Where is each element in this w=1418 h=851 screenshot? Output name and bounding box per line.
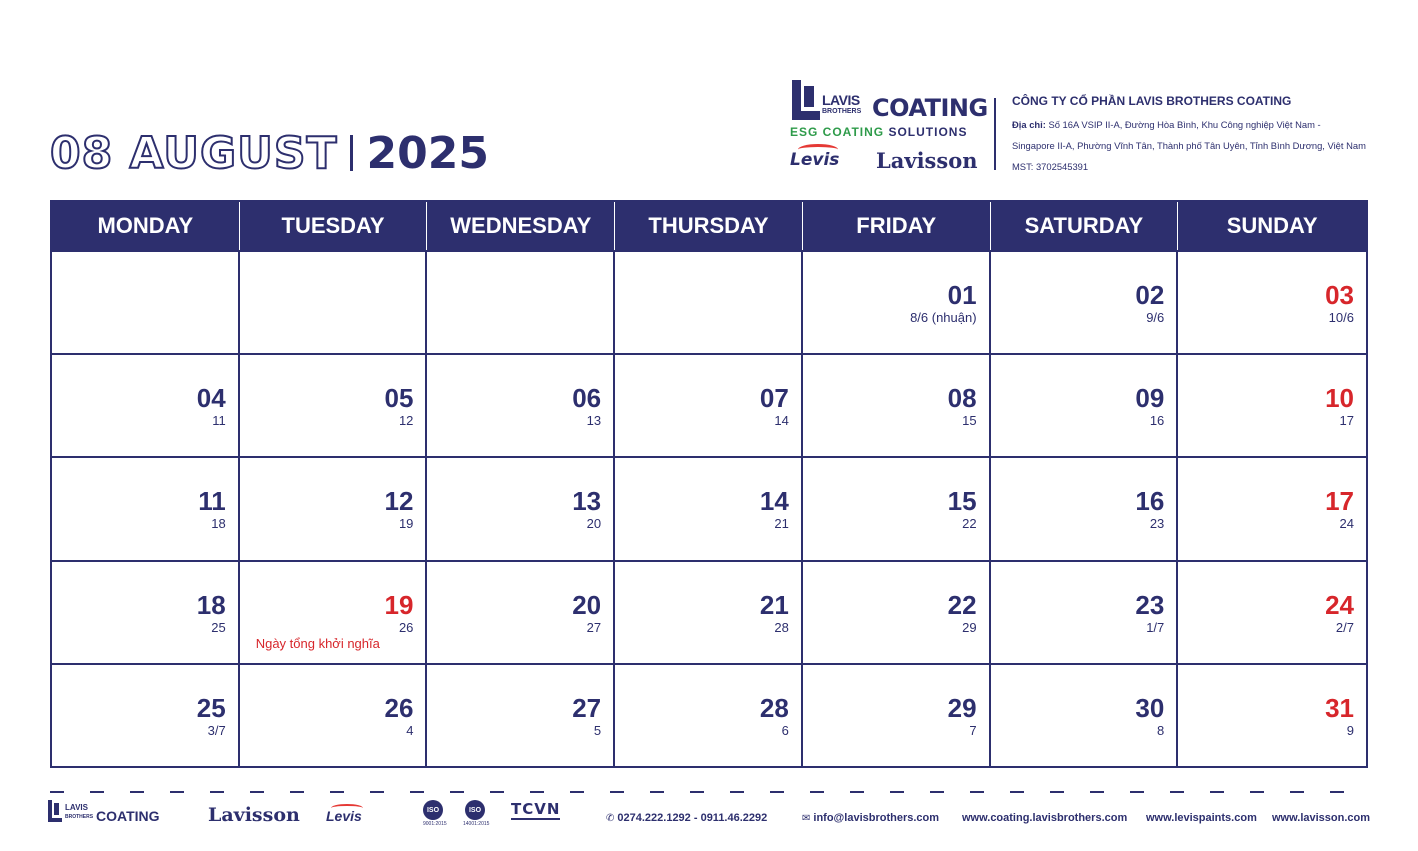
weekday-tuesday: TUESDAY [240, 202, 428, 250]
day-number: 21 [759, 589, 789, 620]
calendar-day-cell [615, 353, 803, 456]
lunar-date: 3/7 [207, 722, 226, 738]
calendar-day-cell [991, 456, 1179, 559]
address-line-2: Singapore II-A, Phường Vĩnh Tân, Thành phố Tân Uyên, Tỉnh Bình Dương, Việt Nam [1012, 140, 1366, 151]
weekday-header [52, 202, 1366, 250]
address-label: Địa chỉ: [1012, 119, 1046, 130]
lunar-date: 19 [398, 516, 414, 532]
calendar-day-cell [1178, 456, 1366, 559]
brand-logo [788, 78, 988, 178]
day-number: 27 [572, 692, 602, 723]
lunar-date: 14 [774, 413, 789, 429]
day-number: 14 [759, 486, 789, 517]
tagline-green: ESG COATING [790, 125, 885, 139]
day-number: 15 [947, 486, 977, 517]
calendar-day-cell [240, 560, 428, 663]
email-text: info@lavisbrothers.com [813, 812, 940, 824]
day-number: 23 [1135, 589, 1165, 620]
calendar-day-cell [1178, 663, 1366, 766]
weekday-saturday: SATURDAY [991, 202, 1179, 250]
lunar-date: 4 [406, 722, 414, 738]
lunar-date: 29 [962, 619, 977, 635]
calendar-day-cell [52, 353, 240, 456]
calendar-day-cell [803, 250, 991, 353]
day-number: 02 [1135, 280, 1165, 310]
footer-phone[interactable] [606, 812, 767, 824]
company-name: CÔNG TY CỔ PHẦN LAVIS BROTHERS COATING [1012, 94, 1292, 108]
lunar-date: 18 [211, 516, 226, 532]
day-number: 24 [1325, 589, 1354, 620]
calendar-day-cell [240, 456, 428, 559]
day-number: 10 [1325, 383, 1354, 414]
footer-email[interactable] [802, 812, 939, 824]
brand-coating: COATING [872, 94, 988, 122]
calendar-day-cell [52, 560, 240, 663]
lunar-date: 7 [969, 722, 977, 738]
weekday-thursday: THURSDAY [615, 202, 803, 250]
company-address-1 [1012, 114, 1372, 135]
calendar-empty-cell [240, 250, 428, 353]
day-number: 08 [947, 383, 977, 414]
calendar-empty-cell [427, 250, 615, 353]
footer-dashed-divider [50, 791, 1368, 793]
lunar-date: 25 [211, 619, 226, 635]
iso-badge-icon: ISO [423, 800, 443, 820]
lunar-date: 21 [774, 516, 789, 532]
footer-website-levis[interactable]: www.levispaints.com [1146, 812, 1257, 824]
weekday-sunday: SUNDAY [1226, 213, 1318, 238]
iso-badge-icon: ISO [465, 800, 485, 820]
footer-levis: Levis [326, 808, 362, 824]
footer-coating: COATING [96, 808, 160, 824]
calendar-day-cell [52, 456, 240, 559]
calendar-day-cell [615, 663, 803, 766]
calendar-empty-cell [615, 250, 803, 353]
day-number: 19 [384, 589, 414, 620]
lunar-date: 2/7 [1335, 619, 1354, 635]
calendar-day-cell [1178, 353, 1366, 456]
footer-brothers-text: BROTHERS [65, 814, 94, 820]
footer [48, 798, 1378, 838]
brand-lavis: LAVIS [822, 92, 860, 108]
brand-levis: Levis [790, 150, 840, 170]
day-number: 31 [1325, 692, 1354, 723]
calendar-title [50, 128, 489, 178]
day-number: 30 [1135, 692, 1165, 723]
calendar-day-cell [803, 663, 991, 766]
lunar-date: 17 [1339, 413, 1354, 429]
brand-brothers: BROTHERS [822, 108, 862, 115]
tcvn-badge: TCVN [511, 800, 561, 818]
lavis-logo-icon [48, 800, 62, 822]
day-number: 25 [196, 692, 226, 723]
tagline-navy: SOLUTIONS [888, 125, 968, 139]
day-number: 01 [947, 280, 977, 310]
header-divider [994, 98, 996, 170]
holiday-note: Ngày tổng khởi nghĩa [255, 635, 380, 651]
lunar-date: 28 [774, 619, 789, 635]
calendar-day-cell [1178, 560, 1366, 663]
day-number: 04 [196, 383, 226, 414]
title-month: 08 AUGUST [50, 127, 338, 179]
calendar-day-cell [991, 250, 1179, 353]
lunar-date: 20 [586, 516, 602, 532]
day-number: 03 [1325, 280, 1354, 310]
calendar-day-cell [240, 353, 428, 456]
title-divider [350, 135, 353, 171]
calendar-day-cell [1178, 250, 1366, 353]
lunar-date: 12 [398, 413, 414, 429]
day-number: 22 [947, 589, 977, 620]
calendar-day-cell [615, 456, 803, 559]
title-year: 2025 [366, 127, 489, 179]
day-number: 26 [384, 692, 414, 723]
day-number: 28 [759, 692, 789, 723]
footer-lavis-text: LAVIS [65, 803, 88, 812]
footer-lavis [65, 804, 93, 821]
calendar-day-cell [240, 663, 428, 766]
weekday-monday: MONDAY [52, 202, 240, 250]
day-number: 12 [384, 486, 414, 517]
lunar-date: 11 [212, 413, 226, 429]
mail-icon: ✉ [802, 813, 811, 824]
lunar-date: 15 [962, 413, 977, 429]
calendar-empty-cell [52, 250, 240, 353]
lunar-date: 5 [593, 722, 602, 738]
day-number: 13 [572, 486, 602, 517]
day-number: 17 [1325, 486, 1354, 517]
lunar-date: 8/6 (nhuận) [910, 310, 977, 325]
day-number: 20 [572, 589, 602, 620]
lunar-date: 9/6 [1146, 310, 1165, 325]
lunar-date: 9 [1346, 722, 1354, 738]
day-number: 16 [1135, 486, 1165, 517]
brand-tagline [790, 125, 967, 139]
company-tax: MST: 3702545391 [1012, 161, 1089, 172]
weekday-friday: FRIDAY [803, 202, 991, 250]
day-number: 11 [198, 486, 226, 517]
calendar-day-cell [803, 353, 991, 456]
company-info [1012, 94, 1372, 177]
lunar-date: 13 [586, 413, 602, 429]
lunar-date: 27 [586, 619, 602, 635]
lunar-date: 23 [1149, 516, 1165, 532]
calendar-day-cell [803, 456, 991, 559]
calendar-day-cell [427, 456, 615, 559]
calendar-day-cell [803, 560, 991, 663]
lunar-date: 16 [1149, 413, 1165, 429]
calendar-grid [50, 200, 1368, 768]
weekday-wednesday: WEDNESDAY [427, 202, 615, 250]
day-number: 05 [384, 383, 414, 414]
iso-caption: 14001:2015 [463, 821, 490, 827]
lunar-date: 10/6 [1328, 310, 1354, 325]
iso-caption: 9001:2015 [423, 821, 447, 827]
calendar-body [52, 250, 1366, 766]
lunar-date: 8 [1157, 722, 1165, 738]
footer-website-coating[interactable]: www.coating.lavisbrothers.com [962, 812, 1128, 824]
day-number: 18 [196, 589, 226, 620]
lunar-date: 24 [1339, 516, 1354, 532]
calendar-day-cell [991, 560, 1179, 663]
calendar-day-cell [52, 663, 240, 766]
brand-lavisson: Lavisson [876, 148, 978, 173]
lunar-date: 1/7 [1146, 619, 1165, 635]
lunar-date: 22 [962, 516, 977, 532]
calendar-day-cell [427, 560, 615, 663]
address-line-1: Số 16A VSIP II-A, Đường Hòa Bình, Khu Công nghiệp Việt Nam - [1048, 119, 1321, 130]
calendar-day-cell [615, 560, 803, 663]
lunar-date: 6 [781, 722, 789, 738]
footer-website-lavisson[interactable]: www.lavisson.com [1272, 812, 1371, 824]
lavis-logo-icon [790, 80, 820, 120]
calendar-day-cell [427, 353, 615, 456]
phone-icon: ✆ [606, 813, 615, 824]
day-number: 29 [947, 692, 977, 723]
phone-text: 0274.222.1292 - 0911.46.2292 [617, 812, 768, 824]
day-number: 09 [1135, 383, 1165, 414]
calendar-day-cell [991, 353, 1179, 456]
day-number: 06 [572, 383, 602, 414]
calendar-day-cell [427, 663, 615, 766]
lunar-date: 26 [398, 619, 414, 635]
footer-lavisson: Lavisson [208, 804, 300, 826]
calendar-day-cell [991, 663, 1179, 766]
day-number: 07 [759, 383, 789, 414]
